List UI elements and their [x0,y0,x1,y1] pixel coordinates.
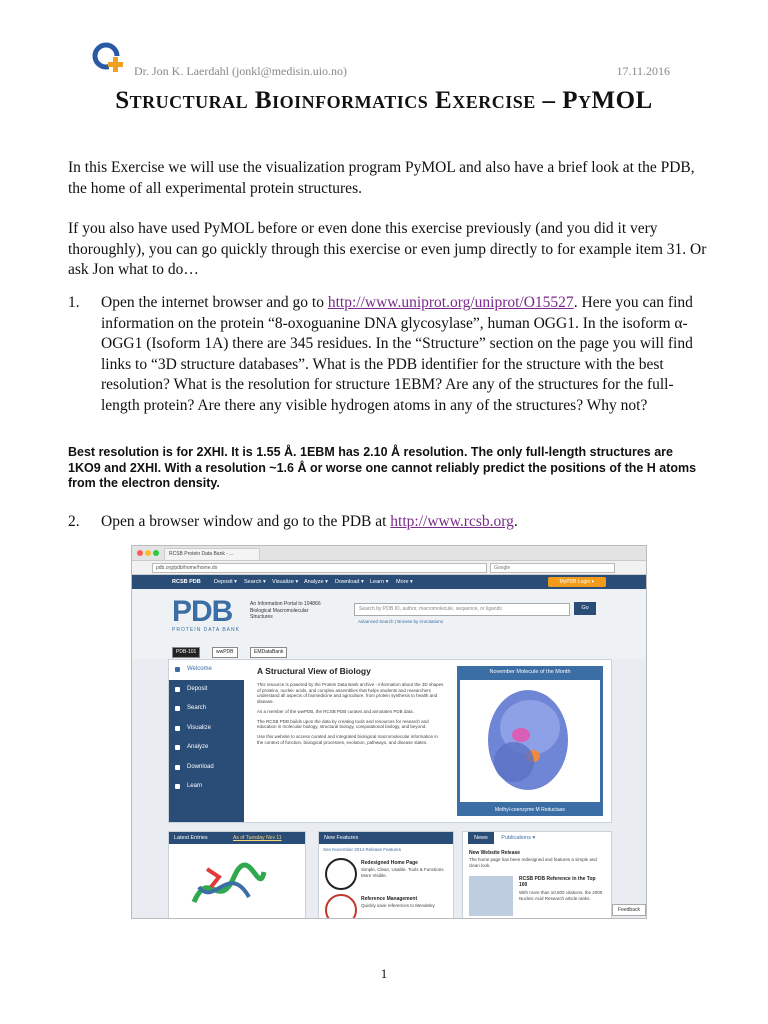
image-icon [175,726,180,731]
sidebar-label: Visualize [187,724,211,731]
latest-entries-panel [168,831,306,919]
latest-entries-title: Latest Entries [174,835,208,841]
sidebar-label: Learn [187,783,203,789]
item-text-pre: Open the internet browser and go to [101,294,328,311]
download-icon [175,765,180,770]
page-number: 1 [380,966,388,981]
pdb-logo-subtitle: PROTEIN DATA BANK [172,627,240,633]
molecule-of-month [457,666,603,816]
mypdb-login: MyPDB Login ▾ [548,577,606,587]
item-text [101,512,708,533]
welcome-paragraph: This resource is powered by the Protein Data Bank archive - information about the 3D shapes of proteins, nucleic acids, and complex assemblies that helps students and researchers understand all aspects of biomedicine and agriculture, from protein synthesis to health and disease. [257,682,444,705]
sidebar-label: Deposit [187,685,208,692]
emdatabank-badge: EMDataBank [250,647,287,658]
pdb-go-button: Go [574,602,596,615]
nav-analyze: Analyze ▾ [304,579,328,585]
structure-thumbnail [189,857,269,917]
sidebar-item-deposit [169,680,244,700]
features-link: See November 2014 Release Features [323,847,402,852]
welcome-paragraph: Use this website to access curated and integrated biological macromolecular information in the context of function, biological processes, evolution, pathways, and disease states. [257,733,438,745]
feature1-title: Redesigned Home Page [361,860,418,866]
sidebar-label: Analyze [187,744,209,750]
item-number: 1. [68,294,80,311]
browser-tab: RCSB Protein Data Bank - ... [164,548,260,560]
book-icon [175,784,180,789]
sidebar-item-analyze [169,738,244,758]
monitor-icon [325,858,357,890]
tab-publications: Publications ▾ [501,835,536,841]
sidebar-item-download [169,758,244,778]
browser-toolbar [132,561,646,575]
tab-news: News [468,832,494,844]
pdb-search-input: Search by PDB ID, author, macromolecule, sequence, or ligands [354,603,570,616]
news2-text: With more than 10,500 citations, the 2000 Nucleic Acid Research article ranks. [519,890,603,901]
news-panel [462,831,612,919]
minimize-dot-icon [145,550,151,556]
pdb-navbar [132,575,646,589]
wwpdb-badge: wwPDB [212,647,238,658]
item-text-pre: Open a browser window and go to the PDB at [101,513,391,530]
item-number: 2. [68,513,80,530]
list-item [68,512,708,533]
advanced-search-link: Advanced Search | Browse by Annotations [358,619,443,624]
rcsb-link[interactable]: http://www.rcsb.org [390,513,514,530]
welcome-panel [168,659,612,823]
sidebar-label: Download [187,763,214,770]
news-tabs [463,832,611,844]
welcome-paragraph: As a member of the wwPDB, the RCSB PDB curates and annotates PDB data. [257,708,414,714]
protein-structure-image [460,680,600,802]
portal-text: An Information Portal to 104866 Biological Macromolecular Structures [250,601,321,620]
sidebar-label: Welcome [187,666,212,672]
deposit-icon [175,687,180,692]
page-header [134,64,670,79]
intro-paragraph-1: In this Exercise we will use the visualization program PyMOL and also have a brief look at the PDB, the home of all experimental protein structures. [68,159,695,197]
pdb-sidebar [169,660,244,822]
document-title: Structural Bioinformatics Exercise – PyMOL [115,87,653,114]
feedback-tab: Feedback [612,904,646,916]
intro-paragraph-2: If you also have used PyMOL before or even done this exercise previously (and you did it very thoroughly), you can go quickly through this exercise or even jump directly to for example item 31. Or ask Jon what to do… [68,220,707,278]
browser-search: Google [490,563,615,573]
feature1-text: Simple, Clean, Usable. Tools & Functions More Visible. [361,867,444,878]
motm-heading: November Molecule of the Month [489,669,571,675]
sidebar-item-visualize [169,719,244,739]
list-item [68,293,708,416]
nav-visualize: Visualize ▾ [272,579,299,585]
welcome-text [257,666,445,749]
header-date: 17.11.2016 [616,64,670,78]
motm-caption: Methyl-coenzyme M Reductase [494,807,566,813]
welcome-heading: A Structural View of Biology [257,666,371,676]
nav-search: Search ▾ [244,579,266,585]
feature2-title: Reference Management [361,896,418,902]
latest-entries-heading [169,832,305,844]
institution-logo [92,42,126,76]
uniprot-link[interactable]: http://www.uniprot.org/uniprot/O15527 [327,294,574,311]
feature2-text: Quickly save references to Mendeley [361,903,435,908]
latest-entries-date: As of Tuesday Nov 11 [233,835,282,841]
nav-deposit: Deposit ▾ [214,579,237,585]
news2-title: RCSB PDB Reference in the Top 100 [519,876,596,888]
nav-download: Download ▾ [335,579,364,585]
journal-thumbnail [469,876,513,916]
nav-more: More ▾ [396,579,413,585]
news1-title: New Website Release [469,850,521,856]
item-text [101,293,708,416]
nav-brand: RCSB PDB [172,579,201,585]
address-bar: pdb.org/pdb/home/home.do [152,563,487,573]
sidebar-item-welcome [169,660,244,680]
sidebar-item-learn [169,777,244,797]
close-dot-icon [137,550,143,556]
search-icon [175,706,180,711]
mendeley-icon [325,894,357,919]
sidebar-item-search [169,699,244,719]
rcsb-screenshot [131,545,647,919]
news1-text: The home page has been redesigned and features a simple and clean look. [469,857,597,868]
answer-text: Best resolution is for 2XHI. It is 1.55 Å. 1EBM has 2.10 Å resolution. The only full-length structures are 1KO9 and 2XHI. With a resolution ~1.6 Å or worse one cannot reliably predict the positions of the H atoms from the electron density. [68,445,697,490]
author-line: Dr. Jon K. Laerdahl (jonkl@medisin.uio.no) [134,64,348,78]
home-icon [175,667,180,672]
pdb101-badge: PDB-101 [172,647,200,658]
nav-learn: Learn ▾ [370,579,389,585]
item-text-post: . Here you can find information on the protein “8-oxoguanine DNA glycosylase”, human OGG1. In the isoform α-OGG1 (Isoform 1A) there are 345 residues. In the “Structure” section on the page you will find links to “3D structure databases”. What is the PDB identifier for the structure with the best resolution? What is the resolution for structure 1EBM? Are any of the structures for the full-length protein? Are there any visible hydrogen atoms in any of the structures? Why not? [101,294,693,414]
sidebar-label: Search [187,705,207,711]
new-features-heading: New Features [319,832,453,844]
maximize-dot-icon [153,550,159,556]
item-text-post: . [513,513,518,530]
grid-icon [175,745,180,750]
browser-titlebar [132,546,646,561]
welcome-paragraph: The RCSB PDB builds upon the data by creating tools and resources for research and education in molecular biology, structural biology, computational biology, and beyond. [257,718,429,730]
pdb-logo: PDB [172,595,233,628]
new-features-panel [318,831,454,919]
partner-badges [132,645,646,659]
pdb-banner [132,589,646,645]
